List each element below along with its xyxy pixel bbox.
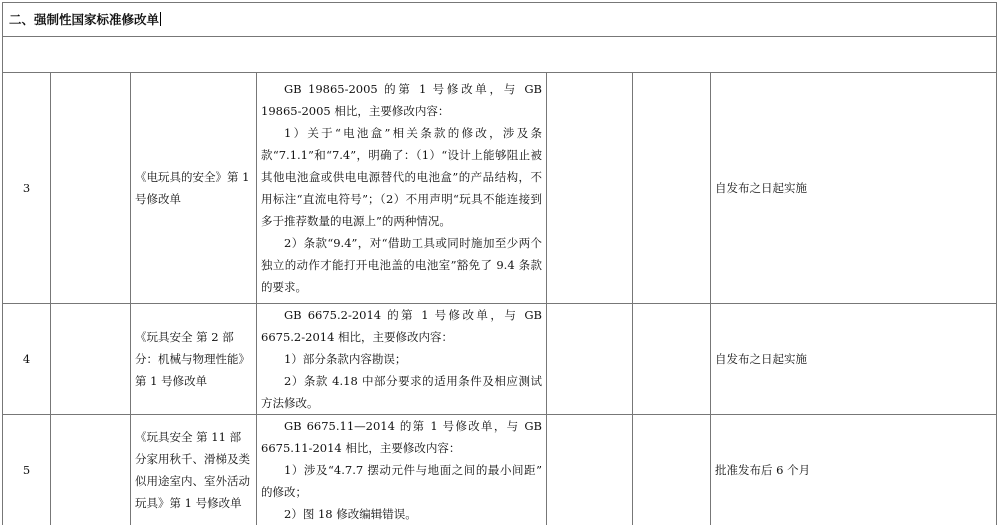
standards-table <box>2 2 997 525</box>
row-number: 4 <box>3 304 51 415</box>
content-paragraph: GB 6675.2-2014 的第 1 号修改单，与 GB 6675.2-2014 相比，主要修改内容： <box>261 308 542 344</box>
standard-name: 《玩具安全 第 11 部分家用秋千、滑梯及类似用途室内、室外活动玩具》第 1 号修改单 <box>131 415 257 526</box>
amendment-content <box>257 415 547 526</box>
section-title: 二、强制性国家标准修改单 <box>9 11 160 27</box>
table-row <box>3 415 997 526</box>
content-paragraph: 1）部分条款内容勘误； <box>284 352 407 366</box>
content-paragraph: 2）条款 4.18 中部分要求的适用条件及相应测试方法修改。 <box>261 374 542 410</box>
empty-cell <box>633 415 711 526</box>
content-paragraph: GB 6675.11—2014 的第 1 号修改单，与 GB 6675.11-2014 相比，主要修改内容： <box>261 419 542 455</box>
content-paragraph: 1）关于“电池盒”相关条款的修改，涉及条款“7.1.1”和“7.4”，明确了：（1）“设计上能够阻止被其他电池盒或供电电源替代的电池盒”的产品结构，不用标注“直流电符号”；（2）不用声明“玩具不能连接到多于推荐数量的电源上”的两种情况。 <box>261 126 542 228</box>
content-paragraph: 2）条款“9.4”，对“借助工具或同时施加至少两个独立的动作才能打开电池盖的电池室”豁免了 9.4 条款的要求。 <box>261 236 542 294</box>
section-title-cell[interactable] <box>3 3 997 37</box>
empty-cell <box>547 73 633 304</box>
implementation-date: 自发布之日起实施 <box>711 73 997 304</box>
content-paragraph: GB 19865-2005 的第 1 号修改单，与 GB 19865-2005 相比，主要修改内容： <box>261 82 542 118</box>
amendment-content <box>257 73 547 304</box>
empty-cell <box>51 304 131 415</box>
content-paragraph: 2）图 18 修改编辑错误。 <box>284 507 417 521</box>
table-row <box>3 304 997 415</box>
implementation-date: 自发布之日起实施 <box>711 304 997 415</box>
text-cursor <box>160 12 161 26</box>
table-row <box>3 73 997 304</box>
standard-name: 《玩具安全 第 2 部分：机械与物理性能》第 1 号修改单 <box>131 304 257 415</box>
implementation-date: 批准发布后 6 个月 <box>711 415 997 526</box>
standard-name: 《电玩具的安全》第 1 号修改单 <box>131 73 257 304</box>
empty-cell <box>51 73 131 304</box>
row-number: 3 <box>3 73 51 304</box>
blank-row[interactable] <box>3 37 997 73</box>
empty-cell <box>547 415 633 526</box>
empty-cell <box>633 73 711 304</box>
empty-cell <box>633 304 711 415</box>
empty-cell <box>51 415 131 526</box>
content-paragraph: 1）涉及“4.7.7 摆动元件与地面之间的最小间距” 的修改； <box>261 463 542 499</box>
amendment-content <box>257 304 547 415</box>
row-number: 5 <box>3 415 51 526</box>
empty-cell <box>547 304 633 415</box>
